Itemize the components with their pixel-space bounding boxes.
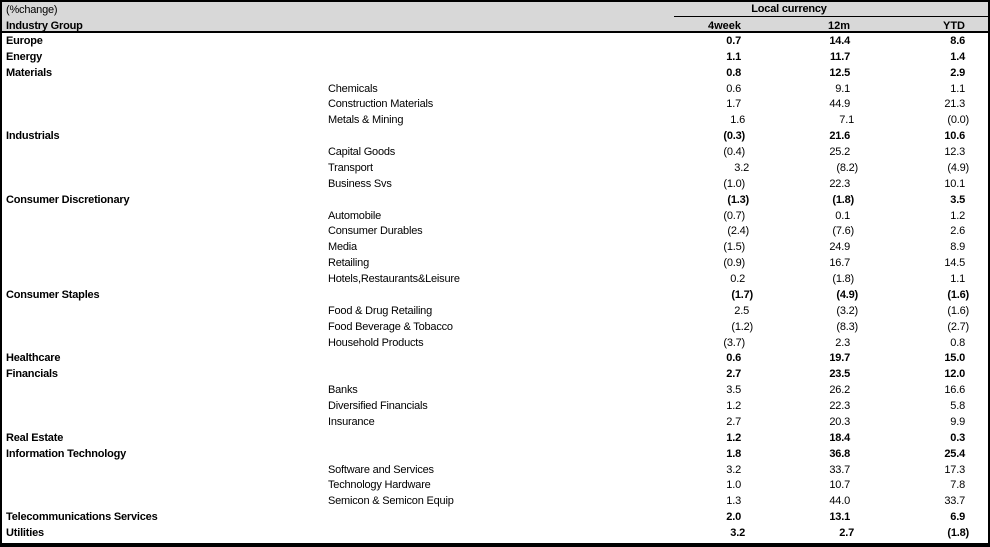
value-cell-4week: 1.6 [730, 114, 745, 127]
value-cell-ytd: 5.8 [950, 400, 965, 413]
value-cell-12m: 2.3 [835, 336, 850, 349]
value-cell-ytd: 8.9 [950, 241, 965, 254]
column-header-12m: 12m [827, 19, 850, 32]
value-cell-4week: 3.2 [734, 161, 749, 174]
table-body [2, 33, 988, 541]
industry-group-header: Industry Group [6, 19, 83, 32]
value-cell-ytd: 1.1 [950, 273, 965, 286]
row-label: Healthcare [6, 352, 61, 365]
value-cell-12m: 33.7 [829, 463, 850, 476]
row-label: Consumer Staples [6, 288, 100, 301]
value-cell-12m: 7.1 [839, 114, 854, 127]
value-cell-12m: 26.2 [829, 384, 850, 397]
value-cell-ytd: 8.6 [950, 34, 965, 47]
row-label: Business Svs [328, 177, 392, 190]
value-cell-12m: 22.3 [829, 177, 850, 190]
value-cell-12m: (1.8) [832, 193, 854, 206]
value-cell-12m: 16.7 [829, 257, 850, 270]
value-cell-ytd: 2.9 [950, 66, 965, 79]
value-cell-ytd: 10.6 [944, 130, 965, 143]
row-label: Hotels,Restaurants&Leisure [328, 273, 460, 286]
table-row [2, 49, 988, 65]
value-cell-ytd: 2.6 [950, 225, 965, 238]
value-cell-12m: 25.2 [829, 146, 850, 159]
value-cell-12m: 0.1 [835, 209, 850, 222]
value-cell-ytd: 21.3 [944, 98, 965, 111]
value-cell-ytd: 17.3 [944, 463, 965, 476]
value-cell-12m: 36.8 [829, 447, 850, 460]
table-row [2, 351, 988, 367]
row-label: Consumer Discretionary [6, 193, 130, 206]
value-cell-4week: (0.9) [723, 257, 745, 270]
row-label: Technology Hardware [328, 479, 431, 492]
value-cell-ytd: 14.5 [944, 257, 965, 270]
local-currency-underline [674, 16, 988, 17]
value-cell-4week: (1.2) [731, 320, 753, 333]
value-cell-12m: (7.6) [832, 225, 854, 238]
value-cell-12m: 22.3 [829, 400, 850, 413]
row-label: Insurance [328, 415, 375, 428]
value-cell-4week: (2.4) [727, 225, 749, 238]
value-cell-4week: 0.6 [726, 352, 741, 365]
value-cell-12m: 20.3 [829, 415, 850, 428]
row-label: Capital Goods [328, 146, 396, 159]
row-label: Europe [6, 34, 43, 47]
table-row [2, 33, 988, 49]
row-label: Financials [6, 368, 58, 381]
row-label: Automobile [328, 209, 382, 222]
table-row [2, 208, 988, 224]
table-row [2, 192, 988, 208]
table-row [2, 112, 988, 128]
value-cell-12m: 44.0 [829, 495, 850, 508]
value-cell-ytd: 1.2 [950, 209, 965, 222]
value-cell-ytd: 12.3 [944, 146, 965, 159]
row-label: Telecommunications Services [6, 511, 158, 524]
table-row [2, 160, 988, 176]
table-row [2, 81, 988, 97]
value-cell-4week: 2.7 [726, 368, 741, 381]
value-cell-4week: (1.3) [727, 193, 749, 206]
header-row-top [2, 2, 988, 18]
table-row [2, 303, 988, 319]
row-label: Media [328, 241, 357, 254]
table-row [2, 430, 988, 446]
row-label: Retailing [328, 257, 370, 270]
value-cell-4week: 0.2 [730, 273, 745, 286]
value-cell-12m: 13.1 [829, 511, 850, 524]
value-cell-12m: 10.7 [829, 479, 850, 492]
table-row [2, 525, 988, 541]
table-row [2, 255, 988, 271]
value-cell-4week: 2.5 [734, 304, 749, 317]
row-label: Semicon & Semicon Equip [328, 495, 454, 508]
value-cell-ytd: 12.0 [944, 368, 965, 381]
header-row-columns [2, 18, 988, 33]
row-label: Food & Drug Retailing [328, 304, 433, 317]
table-header [2, 2, 988, 33]
value-cell-12m: 9.1 [835, 82, 850, 95]
value-cell-4week: 2.0 [726, 511, 741, 524]
value-cell-12m: (3.2) [836, 304, 858, 317]
table-row [2, 478, 988, 494]
table-row [2, 398, 988, 414]
value-cell-ytd: 10.1 [944, 177, 965, 190]
row-label: Consumer Durables [328, 225, 423, 238]
value-cell-ytd: 15.0 [944, 352, 965, 365]
column-header-4week: 4week [707, 19, 741, 32]
row-label: Utilities [6, 527, 44, 540]
column-header-ytd: YTD [943, 19, 965, 32]
value-cell-ytd: (2.7) [947, 320, 969, 333]
percent-change-label: (%change) [6, 4, 58, 16]
value-cell-12m: 19.7 [829, 352, 850, 365]
row-label: Software and Services [328, 463, 434, 476]
value-cell-12m: 12.5 [829, 66, 850, 79]
row-label: Chemicals [328, 82, 378, 95]
value-cell-ytd: 3.5 [950, 193, 965, 206]
row-label: Transport [328, 161, 373, 174]
value-cell-4week: 3.2 [730, 527, 745, 540]
row-label: Real Estate [6, 431, 64, 444]
value-cell-12m: 11.7 [829, 50, 850, 63]
table-row [2, 462, 988, 478]
value-cell-12m: 44.9 [829, 98, 850, 111]
value-cell-ytd: 1.1 [950, 82, 965, 95]
value-cell-ytd: 1.4 [950, 50, 965, 63]
value-cell-12m: 21.6 [829, 130, 850, 143]
value-cell-4week: 3.5 [726, 384, 741, 397]
value-cell-4week: (1.0) [723, 177, 745, 190]
table-row [2, 382, 988, 398]
value-cell-ytd: 7.8 [950, 479, 965, 492]
row-label: Metals & Mining [328, 114, 404, 127]
value-cell-4week: 1.7 [726, 98, 741, 111]
row-label: Food Beverage & Tobacco [328, 320, 453, 333]
table-row [2, 239, 988, 255]
value-cell-4week: 0.7 [726, 34, 741, 47]
value-cell-4week: (0.4) [723, 146, 745, 159]
value-cell-ytd: (1.6) [947, 288, 969, 301]
value-cell-ytd: 0.3 [950, 431, 965, 444]
table-row [2, 509, 988, 525]
value-cell-ytd: 33.7 [944, 495, 965, 508]
value-cell-12m: (8.2) [836, 161, 858, 174]
value-cell-12m: (8.3) [836, 320, 858, 333]
value-cell-4week: (1.5) [723, 241, 745, 254]
value-cell-12m: 14.4 [829, 34, 850, 47]
value-cell-4week: 3.2 [726, 463, 741, 476]
table-row [2, 335, 988, 351]
table-row [2, 446, 988, 462]
value-cell-4week: 1.2 [726, 431, 741, 444]
value-cell-ytd: 0.8 [950, 336, 965, 349]
value-cell-4week: (1.7) [731, 288, 753, 301]
table-row [2, 493, 988, 509]
value-cell-ytd: 25.4 [944, 447, 965, 460]
row-label: Diversified Financials [328, 400, 428, 413]
table-row [2, 65, 988, 81]
value-cell-12m: 18.4 [829, 431, 850, 444]
table-row [2, 271, 988, 287]
row-label: Industrials [6, 130, 60, 143]
table-row [2, 128, 988, 144]
value-cell-ytd: 9.9 [950, 415, 965, 428]
value-cell-4week: 1.2 [726, 400, 741, 413]
value-cell-ytd: (1.6) [947, 304, 969, 317]
value-cell-ytd: (0.0) [947, 114, 969, 127]
local-currency-header: Local currency [751, 3, 827, 15]
table-row [2, 414, 988, 430]
value-cell-12m: 24.9 [829, 241, 850, 254]
table-row [2, 144, 988, 160]
table-row [2, 287, 988, 303]
value-cell-ytd: 16.6 [944, 384, 965, 397]
table-row [2, 97, 988, 113]
row-label: Construction Materials [328, 98, 434, 111]
value-cell-4week: 1.8 [726, 447, 741, 460]
table-row [2, 176, 988, 192]
value-cell-4week: (0.3) [723, 130, 745, 143]
value-cell-12m: (4.9) [836, 288, 858, 301]
value-cell-12m: 23.5 [829, 368, 850, 381]
table-row [2, 319, 988, 335]
table-row [2, 224, 988, 240]
value-cell-4week: (3.7) [723, 336, 745, 349]
value-cell-4week: 1.0 [726, 479, 741, 492]
value-cell-4week: (0.7) [723, 209, 745, 222]
table-row [2, 366, 988, 382]
value-cell-4week: 0.8 [726, 66, 741, 79]
value-cell-ytd: 6.9 [950, 511, 965, 524]
row-label: Materials [6, 66, 52, 79]
row-label: Energy [6, 50, 43, 63]
value-cell-4week: 1.3 [726, 495, 741, 508]
row-label: Household Products [328, 336, 424, 349]
value-cell-4week: 1.1 [726, 50, 741, 63]
row-label: Banks [328, 384, 358, 397]
row-label: Information Technology [6, 447, 127, 460]
value-cell-4week: 0.6 [726, 82, 741, 95]
value-cell-12m: 2.7 [839, 527, 854, 540]
value-cell-12m: (1.8) [832, 273, 854, 286]
value-cell-4week: 2.7 [726, 415, 741, 428]
value-cell-ytd: (1.8) [947, 527, 969, 540]
value-cell-ytd: (4.9) [947, 161, 969, 174]
